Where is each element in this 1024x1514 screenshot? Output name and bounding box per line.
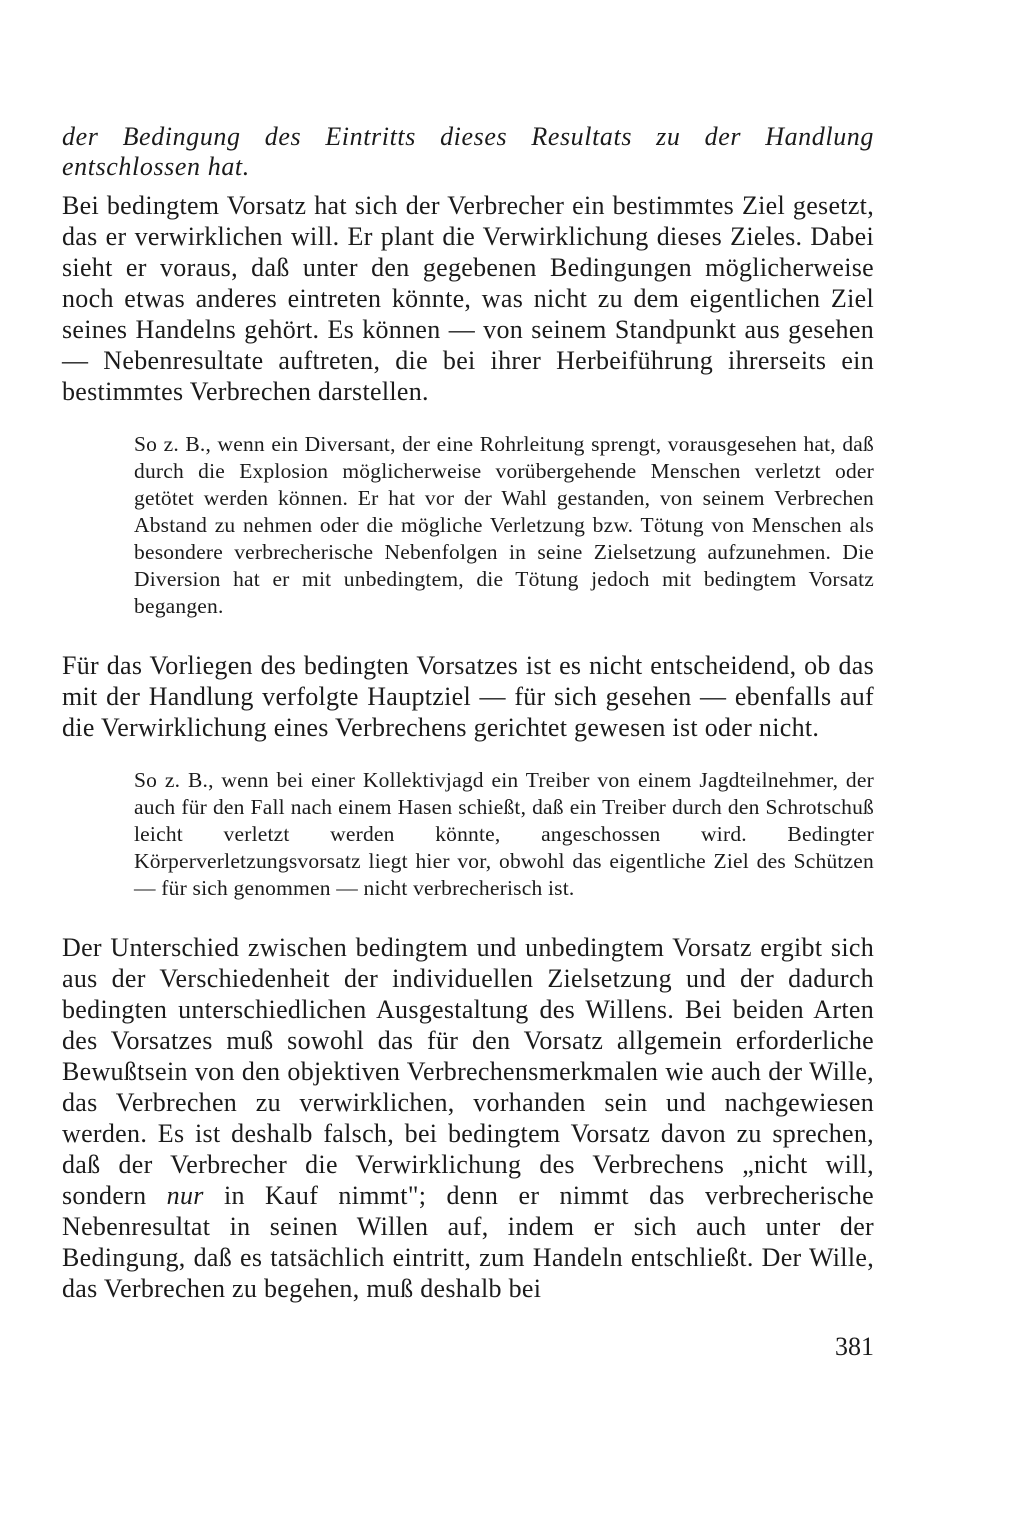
paragraph-3-part-1: Der Unterschied zwischen bedingtem und unbedingtem Vorsatz ergibt sich aus der Verschiedenheit der individuellen Zielsetzung und der dadurch bedingten unterschiedlichen Ausgestaltung des Willens. Bei beiden Arten des Vorsatzes muß sowohl das für den Vorsatz allgemein erforderliche Bewußtsein von den objektiven Verbrechensmerkmalen wie auch der Wille, das Verbrechen zu verwirklichen, vorhanden sein und nachgewiesen werden. Es ist deshalb falsch, bei bedingtem Vorsatz davon zu sprechen, daß der Verbrecher die Verwirklichung des Verbrechens „nicht will, sondern bbox=[62, 933, 874, 1210]
intro-italic-text: der Bedingung des Eintritts dieses Resultats zu der Handlung entschlossen hat. bbox=[62, 122, 874, 181]
paragraph-3 bbox=[62, 932, 874, 1304]
page-number: 381 bbox=[835, 1332, 874, 1361]
page-body bbox=[62, 122, 874, 1304]
paragraph-2: Für das Vorliegen des bedingten Vorsatzes ist es nicht entscheidend, ob das mit der Handlung verfolgte Hauptziel — für sich gesehen — ebenfalls auf die Verwirklichung eines Verbrechens gerichtet gewesen ist oder nicht. bbox=[62, 651, 874, 742]
paragraph-3-emphasis: nur bbox=[166, 1181, 204, 1210]
paragraph-3-part-2: in Kauf nimmt"; denn er nimmt das verbrecherische Nebenresultat in seinen Willen auf, indem er sich auch unter der Bedingung, daß es tatsächlich eintritt, zum Handeln entschließt. Der Wille, das Verbrechen zu begehen, muß deshalb bei bbox=[62, 1181, 875, 1303]
example-1: So z. B., wenn ein Diversant, der eine Rohrleitung sprengt, vorausgesehen hat, daß durch die Explosion möglicherweise vorübergehende Menschen verletzt oder getötet werden können. Er hat vor der Wahl gestanden, von seinem Verbrechen Abstand zu nehmen oder die mögliche Verletzung bzw. Tötung von Menschen als besondere verbrecherische Nebenfolgen in seine Zielsetzung aufzunehmen. Die Diversion hat er mit unbedingtem, die Tötung jedoch mit bedingtem Vorsatz begangen. bbox=[134, 432, 874, 618]
example-2: So z. B., wenn bei einer Kollektivjagd ein Treiber von einem Jagdteilnehmer, der auch für den Fall nach einem Hasen schießt, daß ein Treiber durch den Schrotschuß leicht verletzt werden könnte, angeschossen wird. Bedingter Körperverletzungsvorsatz liegt hier vor, obwohl das eigentliche Ziel des Schützen — für sich genommen — nicht verbrecherisch ist. bbox=[134, 768, 874, 900]
paragraph-1: Bei bedingtem Vorsatz hat sich der Verbrecher ein bestimmtes Ziel gesetzt, das er verwirklichen will. Er plant die Verwirklichung dieses Zieles. Dabei sieht er voraus, daß unter den gegebenen Bedingungen möglicherweise noch etwas anderes eintreten könnte, was nicht zu dem eigentlichen Ziel seines Handelns gehört. Es können — von seinem Standpunkt aus gesehen — Nebenresultate auftreten, die bei ihrer Herbeiführung ihrerseits ein bestimmtes Verbrechen darstellen. bbox=[62, 191, 874, 406]
